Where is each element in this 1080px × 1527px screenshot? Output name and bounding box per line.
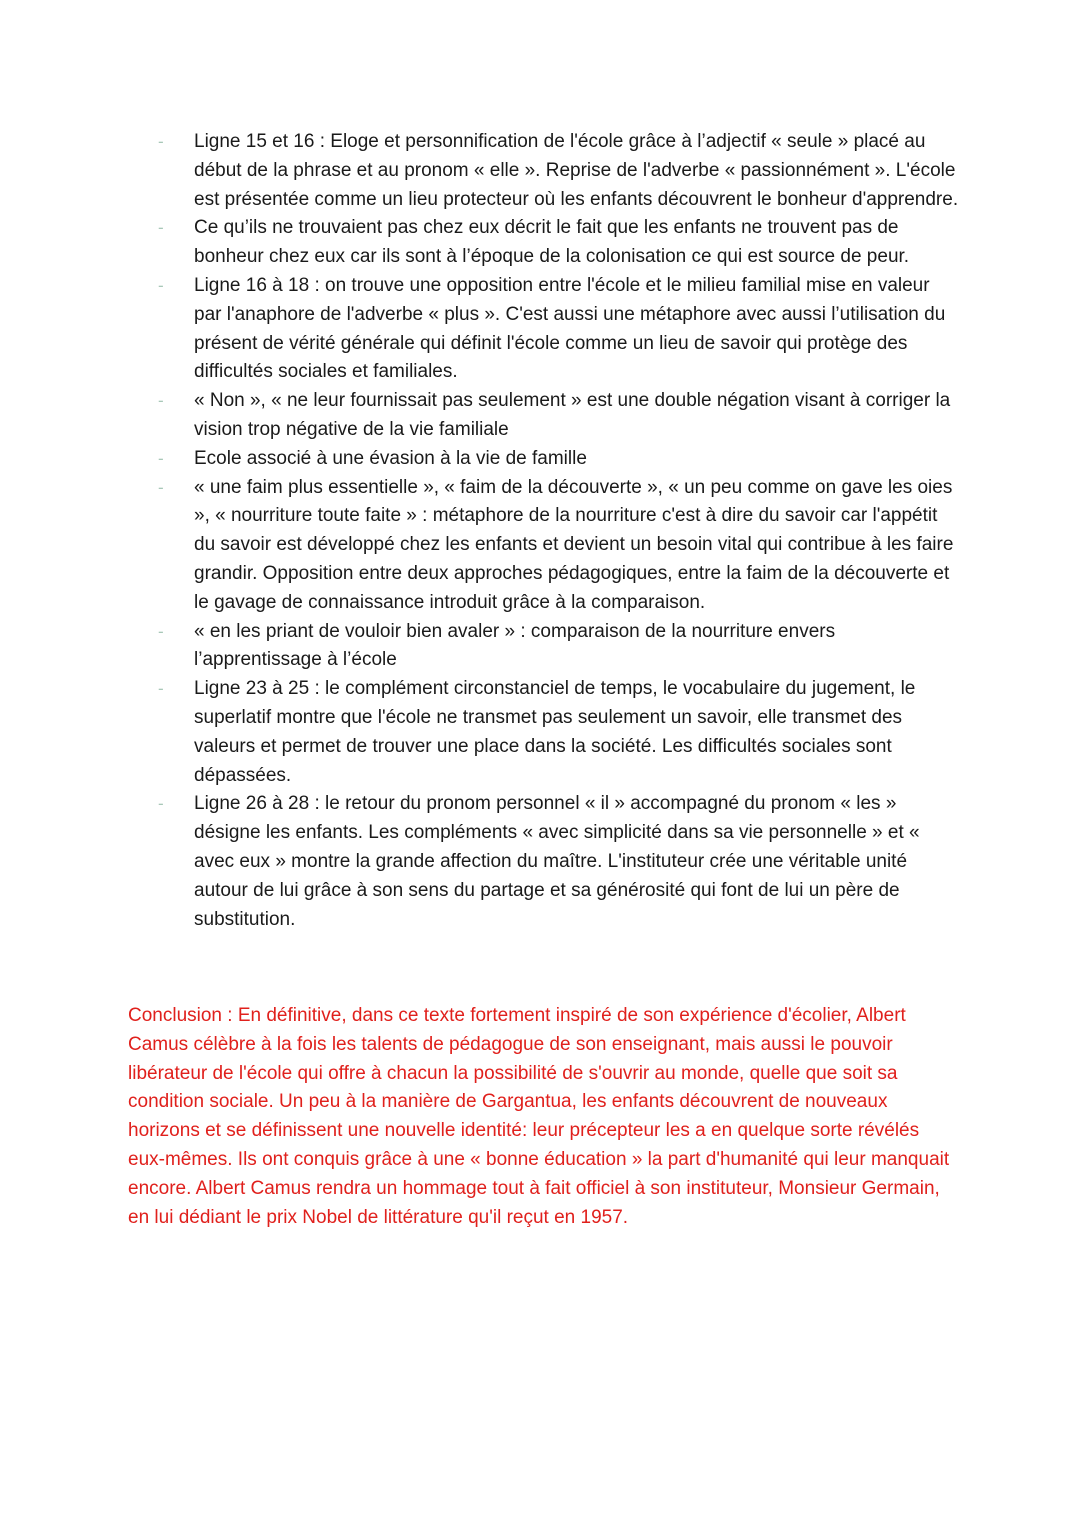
bullet-dash: - [158,448,164,468]
bullet-item [150,618,960,676]
bullet-text: Ligne 23 à 25 : le complément circonstanciel de temps, le vocabulaire du jugement, le superlatif montre que l'école ne transmet pas seulement un savoir, elle transmet des valeurs et permet de trouver une place dans la société. Les difficultés sociales sont dépassées. [194,678,916,786]
bullet-item [150,790,960,934]
conclusion-paragraph: Conclusion : En définitive, dans ce texte fortement inspiré de son expérience d'écolier, Albert Camus célèbre à la fois les talents de pédagogue de son enseignant, mais aussi le pouvoir libérateur de l'école qui offre à chacun la possibilité de s'ouvrir au monde, quelle que soit sa condition sociale. Un peu à la manière de Gargantua, les enfants découvrent de nouveaux horizons et se définissent une nouvelle identité: leur précepteur les a en quelque sorte révélés eux-mêmes. Ils ont conquis grâce à une « bonne éducation » la part d'humanité qui leur manquait encore. Albert Camus rendra un hommage tout à fait officiel à son instituteur, Monsieur Germain, en lui dédiant le prix Nobel de littérature qu'il reçut en 1957. [128,1005,950,1228]
bullet-item [150,128,960,214]
bullet-dash: - [158,218,164,238]
bullet-item [150,214,960,272]
bullet-dash: - [158,621,164,641]
analysis-bullet-list [150,128,960,934]
bullet-text: « en les priant de vouloir bien avaler » : comparaison de la nourriture envers l’apprentissage à l’école [194,620,836,671]
bullet-item [150,272,960,387]
bullet-dash: - [158,794,164,814]
bullet-text: Ligne 15 et 16 : Eloge et personnification de l'école grâce à l’adjectif « seule » placé au début de la phrase et au pronom « elle ». Reprise de l'adverbe « passionnément ». L'école est présentée comme un lieu protecteur où les enfants découvrent le bonheur d'apprendre. [194,131,959,210]
bullet-dash: - [158,132,164,151]
bullet-item [150,387,960,445]
bullet-dash: - [158,679,164,699]
bullet-text: « une faim plus essentielle », « faim de la découverte », « un peu comme on gave les oies », « nourriture toute faite » : métaphore de la nourriture c'est à dire du savoir car l'appétit du savoir est développé chez les enfants et devient un besoin vital qui contribue à les faire grandir. Opposition entre deux approches pédagogiques, entre la faim de la découverte et le gavage de connaissance introduit grâce à la comparaison. [194,476,954,613]
bullet-item [150,445,960,474]
bullet-text: Ligne 26 à 28 : le retour du pronom personnel « il » accompagné du pronom « les » désigne les enfants. Les compléments « avec simplicité dans sa vie personnelle » et « avec eux » montre la grande affection du maître. L'instituteur crée une véritable unité autour de lui grâce à son sens du partage et sa générosité qui font de lui un père de substitution. [194,793,920,930]
bullet-dash: - [158,275,164,295]
bullet-item [150,675,960,790]
bullet-dash: - [158,391,164,411]
bullet-dash: - [158,477,164,497]
bullet-text: Ce qu’ils ne trouvaient pas chez eux décrit le fait que les enfants ne trouvent pas de bonheur chez eux car ils sont à l’époque de la colonisation ce qui est source de peur. [194,217,910,268]
bullet-text: Ligne 16 à 18 : on trouve une opposition entre l'école et le milieu familial mise en valeur par l'anaphore de l'adverbe « plus ». C'est aussi une métaphore avec aussi l’utilisation du présent de vérité générale qui définit l'école comme un lieu de savoir qui protège des difficultés sociales et familiales. [194,274,946,383]
bullet-item [150,474,960,618]
bullet-text: Ecole associé à une évasion à la vie de famille [194,447,587,469]
bullet-text: « Non », « ne leur fournissait pas seulement » est une double négation visant à corriger la vision trop négative de la vie familiale [194,390,951,440]
